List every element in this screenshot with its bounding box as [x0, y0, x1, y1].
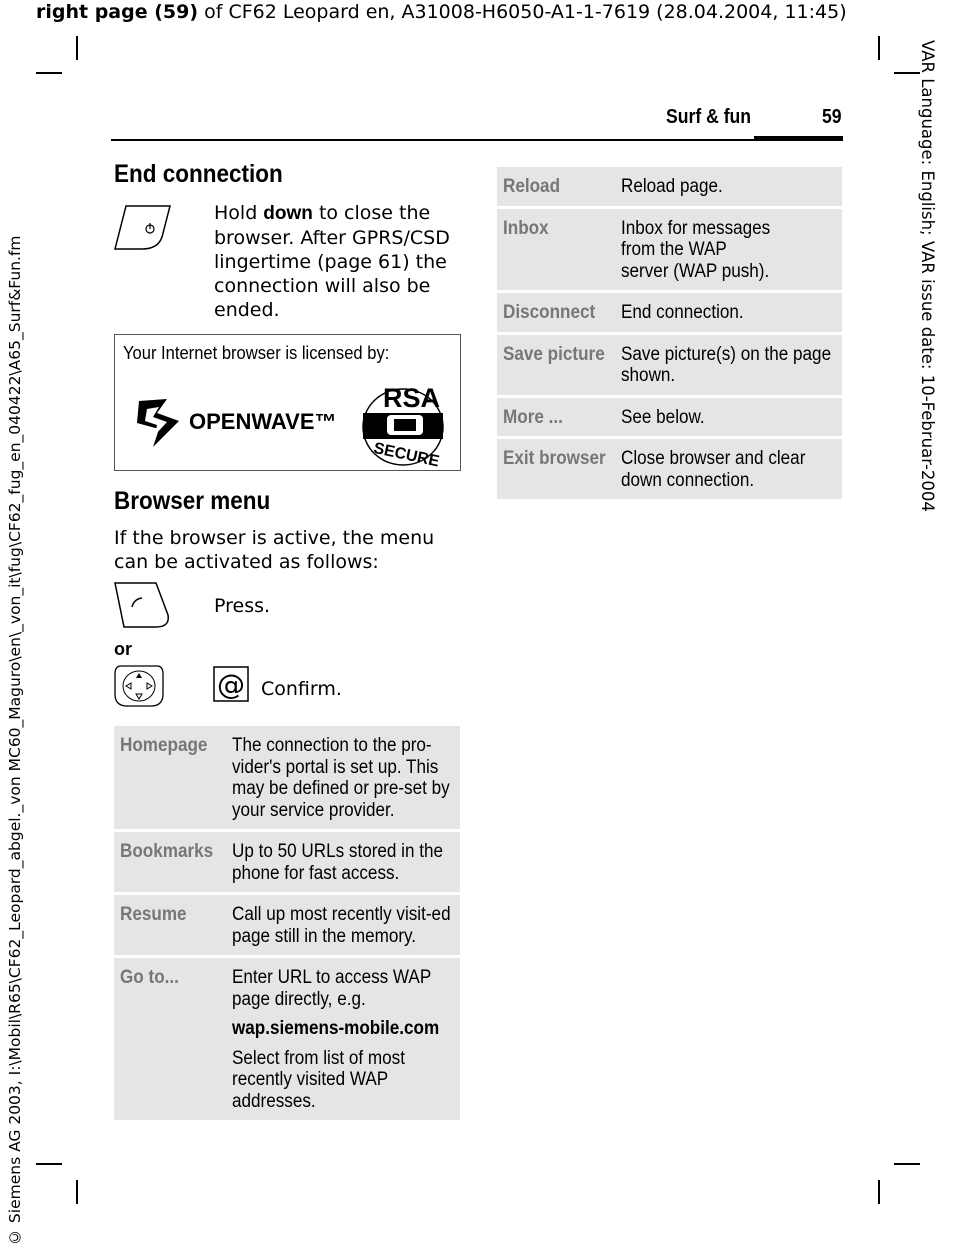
end-connection-text	[214, 201, 464, 322]
at-key-icon	[213, 666, 249, 706]
end-key-icon	[112, 203, 172, 255]
menu-value: Close browser and clear down connection.	[621, 439, 842, 499]
table-row	[497, 398, 842, 437]
table-row	[114, 958, 460, 1120]
table-row	[114, 726, 460, 829]
at-symbol: @	[217, 668, 245, 701]
table-row	[114, 895, 460, 955]
license-title: Your Internet browser is licensed by:	[123, 343, 390, 363]
end-connection-heading: End connection	[114, 160, 283, 188]
crop-mark	[36, 72, 62, 74]
table-row	[114, 832, 460, 892]
crop-mark	[76, 36, 78, 60]
menu-value: Save picture(s) on the page shown.	[621, 335, 842, 395]
chapter-title: Surf & fun	[666, 106, 752, 128]
end-text-bold: down	[263, 203, 313, 224]
rsa-wordmark: RSA	[383, 383, 441, 413]
navigation-key-icon	[113, 664, 165, 712]
menu-key: Resume	[114, 895, 232, 955]
crop-mark	[878, 36, 880, 60]
crop-mark	[894, 72, 920, 74]
openwave-logo	[133, 395, 343, 455]
table-row	[497, 293, 842, 332]
menu-value: See below.	[621, 398, 842, 437]
header-rule-accent	[754, 136, 843, 141]
browser-menu-intro: If the browser is active, the menu can be activated as follows:	[114, 527, 435, 573]
browser-menu-table	[114, 723, 460, 1123]
browser-menu-table-continued	[497, 164, 842, 502]
menu-value: Up to 50 URLs stored in the phone for fast access.	[232, 832, 460, 892]
side-language-info: VAR Language: English; VAR issue date: 10-Februar-2004	[918, 40, 937, 512]
table-row	[497, 167, 842, 206]
or-text: or	[114, 639, 132, 659]
table-row	[497, 209, 842, 291]
meta-page-label: right page (59)	[36, 1, 199, 23]
crop-mark	[878, 1180, 880, 1204]
menu-key: Disconnect	[497, 293, 621, 332]
secure-wordmark: SECURE	[371, 439, 441, 467]
crop-mark	[36, 1163, 62, 1165]
end-text-part: Hold	[214, 202, 264, 224]
menu-key: Save picture	[497, 335, 621, 395]
confirm-text: Confirm.	[261, 678, 342, 700]
page-number: 59	[822, 106, 842, 128]
menu-value: Call up most recently visit-ed page still in the memory.	[232, 895, 460, 955]
license-box	[114, 334, 461, 471]
menu-key: Bookmarks	[114, 832, 232, 892]
menu-value: End connection.	[621, 293, 842, 332]
table-row	[497, 439, 842, 499]
menu-key: Reload	[497, 167, 621, 206]
openwave-wordmark: OPENWAVE™	[189, 409, 337, 434]
menu-value: Enter URL to access WAP page directly, e.g. wap.siemens-mobile.com Select from list of most recently visited WAP addresses.	[232, 958, 460, 1120]
browser-menu-heading: Browser menu	[114, 487, 271, 515]
menu-value: The connection to the pro-vider's portal is set up. This may be defined or pre-set by your service provider.	[232, 726, 460, 829]
rsa-secure-logo	[359, 377, 449, 471]
menu-value: Reload page.	[621, 167, 842, 206]
menu-value: Inbox for messages from the WAP server (WAP push).	[621, 209, 842, 291]
menu-key: Inbox	[497, 209, 621, 291]
end-text-part: to close the browser. After GPRS/CSD lingertime (page 61) the connection will also be ended.	[214, 202, 450, 321]
table-row	[497, 335, 842, 395]
header-rule	[111, 139, 843, 141]
side-copyright-path: © Siemens AG 2003, I:\Mobil\R65\CF62_Leopard_abgel._von MC60_Maguro\en\_von_it\fug\CF62_fug_en_040422\A65_Surf&Fun.fm	[6, 235, 24, 1246]
menu-key: More ...	[497, 398, 621, 437]
meta-file-info: of CF62 Leopard en, A31008-H6050-A1-1-7619 (28.04.2004, 11:45)	[198, 1, 847, 23]
press-text: Press.	[214, 595, 271, 617]
document-meta-line	[36, 1, 847, 23]
example-url: wap.siemens-mobile.com	[232, 1018, 440, 1039]
menu-key: Exit browser	[497, 439, 621, 499]
menu-key: Go to...	[114, 958, 232, 1120]
crop-mark	[76, 1180, 78, 1204]
menu-key: Homepage	[114, 726, 232, 829]
crop-mark	[894, 1163, 920, 1165]
call-key-icon	[112, 581, 172, 633]
